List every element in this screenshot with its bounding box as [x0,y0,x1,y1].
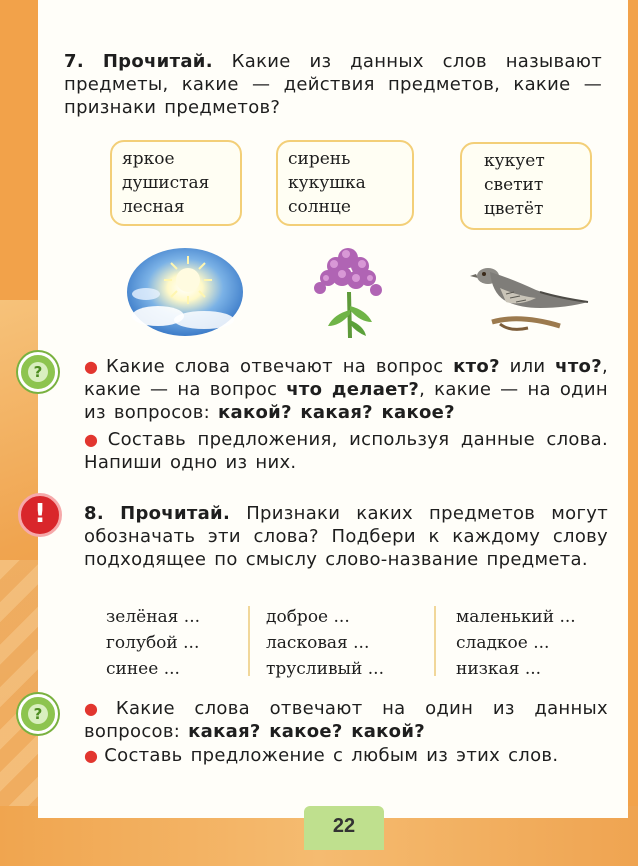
question-keyword: что? [555,356,602,377]
card-word: лесная [122,197,185,217]
instruction-text: Составь предложение с любым из этих слов. [104,745,559,766]
question-mark-icon: ? [28,362,48,382]
question-keyword: какой? какая? какое? [218,402,455,423]
word-item: трусливый ... [266,659,384,679]
card-word: душистая [122,173,210,193]
question-icon [18,694,58,734]
task7-paragraph [64,50,602,119]
question-text: Какие слова отвечают на вопрос [106,356,454,377]
word-card-verbs [460,142,592,230]
question-text: Какие слова отвечают на один из данных вопросов: [84,698,608,742]
word-item: синее ... [106,659,180,679]
task7-text: Какие из данных слов называют предметы, какие — действия предметов, какие — признаки предметов? [64,51,602,118]
question-keyword: какая? какое? какой? [188,721,425,742]
task8-text: Признаки каких предметов могут обозначать эти слова? Подбери к каждому слову подходящее по смыслу слово-название предмета. [84,503,608,570]
card-word: солнце [288,197,351,217]
task8-paragraph [84,502,608,571]
bullet-icon: ● [84,746,99,765]
question-keyword: что делает? [286,379,420,400]
word-item: голубой ... [106,633,200,653]
word-card-nouns [276,140,414,226]
page-number: 22 [304,806,384,850]
question-text: или [499,356,556,377]
card-word: сирень [288,149,351,169]
card-word: кукушка [288,173,366,193]
sun-in-clouds-picture [124,246,246,338]
card-word: яркое [122,149,175,169]
questions1-bullet1 [84,355,608,424]
bullet-icon: ● [84,430,102,449]
word-card-adjectives [110,140,242,226]
question-keyword: кто? [453,356,500,377]
word-item: низкая ... [456,659,542,679]
question-icon [18,352,58,392]
word-item: сладкое ... [456,633,550,653]
word-column-2 [266,604,384,682]
word-item: ласковая ... [266,633,370,653]
instruction-text: Составь предложения, используя данные слова. Напиши одно из них. [84,429,608,473]
bullet-icon: ● [84,357,101,376]
column-divider [248,606,250,676]
lilac-branch-picture [306,240,392,340]
word-item: доброе ... [266,607,350,627]
card-word: светит [484,175,544,195]
questions2-bullet1 [84,697,608,743]
attention-icon: ! [18,493,62,537]
card-word: кукует [484,151,545,171]
task7-heading: Прочитай. [102,51,213,72]
word-item: маленький ... [456,607,576,627]
question-text: , какие — на один из вопросов: [84,379,608,423]
word-item: зелёная ... [106,607,200,627]
task8-number: 8. [84,503,104,524]
question-mark-icon: ? [28,704,48,724]
word-column-3 [456,604,576,682]
card-word: цветёт [484,199,544,219]
cuckoo-bird-picture [470,262,594,334]
word-column-1 [106,604,200,682]
bullet-icon: ● [84,699,110,718]
questions2-bullet2 [84,744,608,767]
question-text: , какие — на вопрос [84,356,609,400]
task8-heading: Прочитай. [120,503,231,524]
task7-number: 7. [64,51,84,72]
questions1-bullet2 [84,428,608,474]
column-divider [434,606,436,676]
